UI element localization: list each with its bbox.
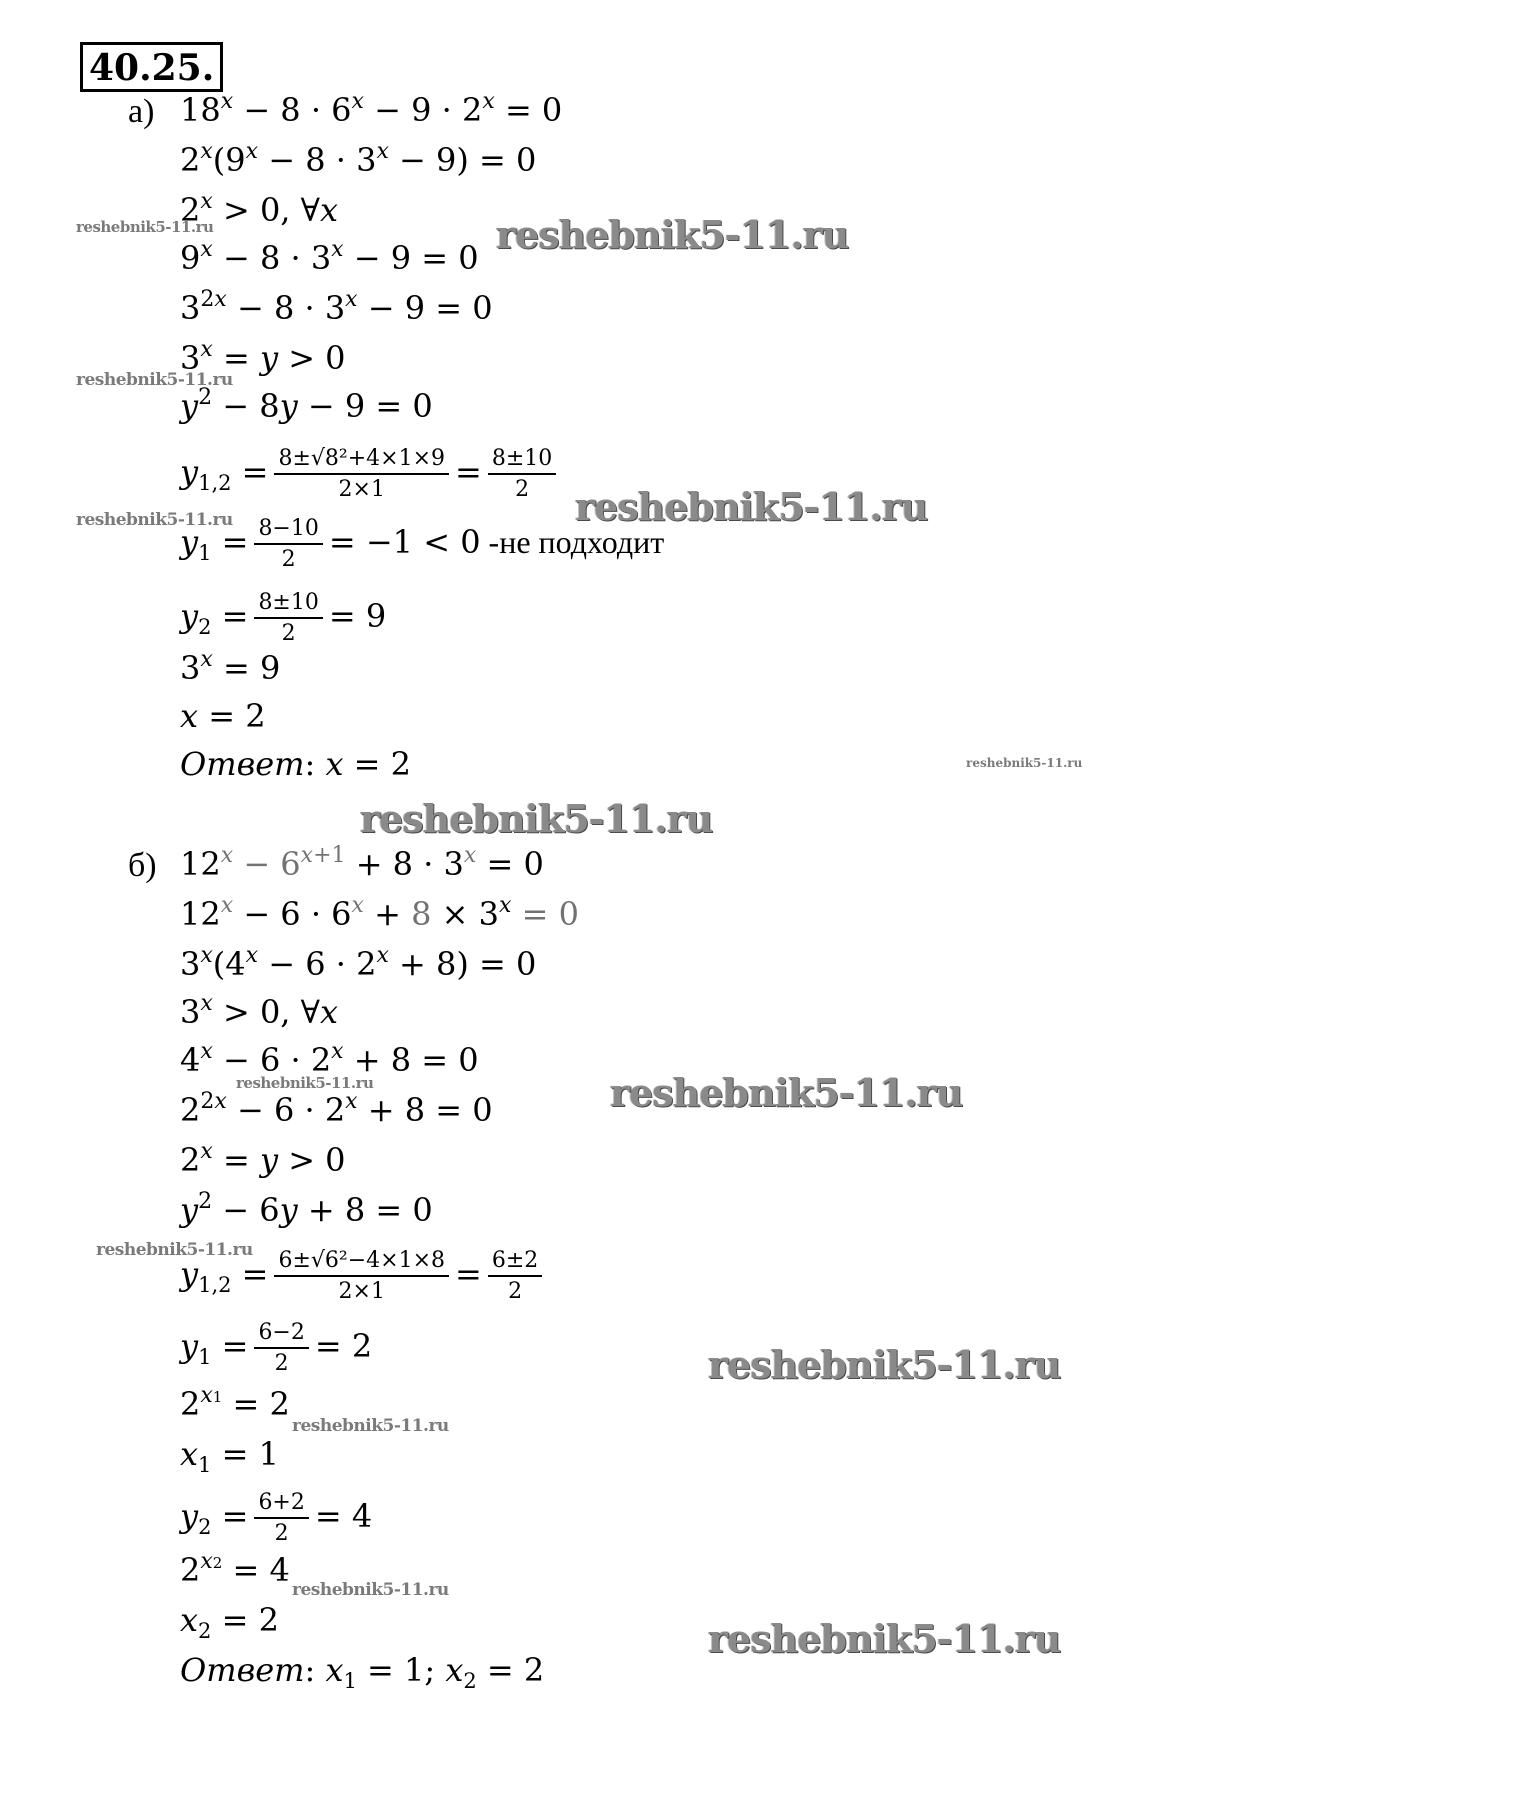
problem-number: 40.25. [80, 42, 223, 92]
part-b-answer: Ответ: $x_1 = 1$; $x_2 = 2$ [180, 1651, 545, 1693]
part-a-rewritten: $3^{2x} - 8 \cdot 3^x - 9 = 0$ [180, 287, 493, 327]
part-b-factored: $3^x(4^x - 6 \cdot 2^x + 8) = 0$ [180, 943, 537, 983]
part-a-quadratic: $y^2 - 8y - 9 = 0$ [180, 385, 433, 425]
part-a-root-1: $y_1$ = $\frac{8-10}{2}$ = −1 < 0 -не подходит [180, 516, 665, 572]
part-b-expanded: $12^x - 6 \cdot 6^x + 8 \times 3^x = 0$ [180, 893, 579, 933]
part-a-reduced: $9^x - 8 \cdot 3^x - 9 = 0$ [180, 237, 479, 277]
watermark-small: reshebnik5-11.ru [76, 510, 233, 530]
part-a-solution: x = 2 [180, 697, 266, 735]
not-suitable-note: -не подходит [488, 524, 665, 560]
watermark-small: reshebnik5-11.ru [96, 1240, 253, 1260]
part-a-label: а) [128, 93, 155, 130]
watermark-tiny: reshebnik5-11.ru [966, 756, 1083, 770]
watermark-small: reshebnik5-11.ru [236, 1074, 374, 1092]
watermark-small: reshebnik5-11.ru [292, 1580, 449, 1600]
part-a-back-substitution: $3^x = 9$ [180, 647, 281, 687]
watermark: reshebnik5-11.ru [610, 1070, 963, 1115]
watermark: reshebnik5-11.ru [360, 796, 713, 841]
watermark-small: reshebnik5-11.ru [292, 1416, 449, 1436]
part-b-equation: $12^x - 6^{x+1} + 8 \cdot 3^x = 0$ [180, 843, 544, 883]
part-b-root-1: $y_1$ = $\frac{6-2}{2}$ = 2 [180, 1320, 373, 1376]
part-b-root-2: $y_2$ = $\frac{6+2}{2}$ = 4 [180, 1490, 373, 1546]
answer-word: Ответ [180, 745, 305, 783]
part-b-x1: $x_1 = 1$ [180, 1435, 279, 1477]
part-b-label: б) [128, 847, 157, 884]
answer-word: Ответ [180, 1651, 305, 1689]
part-a-answer: Ответ: x = 2 [180, 745, 411, 783]
part-b-eq-x2: $2^{x2} = 4$ [180, 1549, 290, 1589]
part-b-eq-x1: $2^{x1} = 2$ [180, 1383, 290, 1423]
part-a-roots-formula: $y_{1,2}$ = $\frac{\text{8±√8²+4×1×9}}{2\times 1}$ = $\frac{8\pm 10}{2}$ [180, 446, 562, 503]
watermark: reshebnik5-11.ru [496, 212, 849, 257]
watermark: reshebnik5-11.ru [708, 1342, 1061, 1387]
part-b-substitution: $2^x = y > 0$ [180, 1139, 346, 1179]
part-a-factored: $2^x(9^x - 8 \cdot 3^x - 9) = 0$ [180, 139, 537, 179]
part-a-root-2: $y_2$ = $\frac{8\pm 10}{2}$ = 9 [180, 590, 387, 646]
part-a-positivity: $2^x > 0$, ∀x [180, 189, 338, 229]
part-a-substitution: $3^x = y > 0$ [180, 337, 346, 377]
part-b-positivity: $3^x > 0$, ∀x [180, 991, 338, 1031]
part-b-roots-formula: $y_{1,2}$ = $\frac{\text{6±√6²−4×1×8}}{2\times 1}$ = $\frac{6\pm 2}{2}$ [180, 1248, 548, 1305]
part-b-quadratic: $y^2 - 6y + 8 = 0$ [180, 1189, 433, 1229]
part-b-reduced: $4^x - 6 \cdot 2^x + 8 = 0$ [180, 1039, 479, 1079]
watermark: reshebnik5-11.ru [575, 484, 928, 529]
watermark: reshebnik5-11.ru [708, 1616, 1061, 1661]
watermark-small: reshebnik5-11.ru [76, 218, 214, 236]
part-a-equation: $18^x - 8 \cdot 6^x - 9 \cdot 2^x = 0$ [180, 89, 563, 129]
part-b-x2: $x_2 = 2$ [180, 1601, 279, 1643]
part-b-rewritten: $2^{2x} - 6 \cdot 2^x + 8 = 0$ [180, 1089, 493, 1129]
watermark-small: reshebnik5-11.ru [76, 370, 233, 390]
